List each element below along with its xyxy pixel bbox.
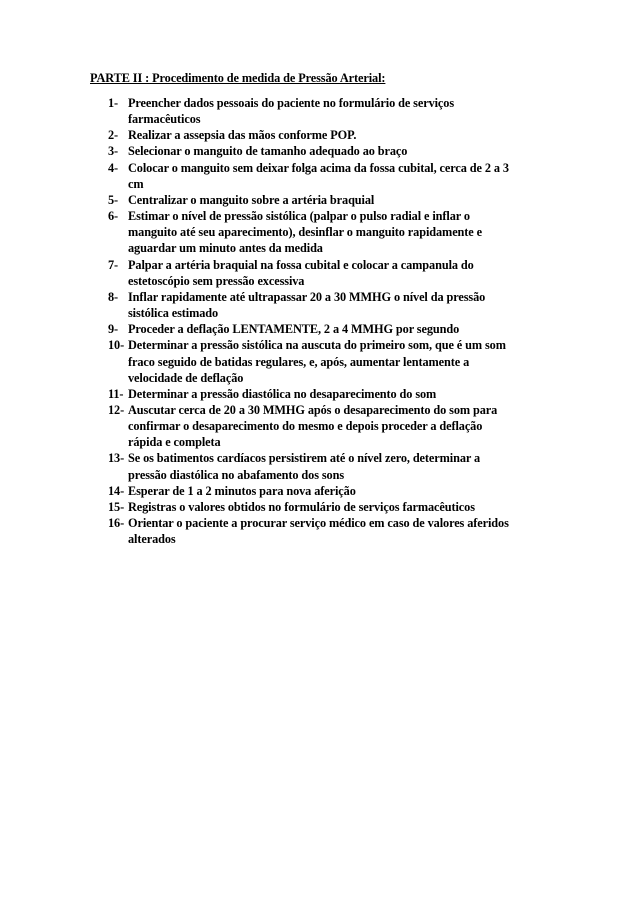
item-text-line: confirmar o desaparecimento do mesmo e depois proceder a deflação [128,419,483,434]
item-text-line: sistólica estimado [128,306,219,321]
item-text-line: Registras o valores obtidos no formulário de serviços farmacêuticos [128,499,475,514]
item-number: 8- [108,289,119,304]
item-text-line: estetoscópio sem pressão excessiva [128,273,305,288]
item-text-line: Preencher dados pessoais do paciente no formulário de serviços [128,96,455,110]
item-number: 14- [108,483,125,498]
item-text-line: Auscutar cerca de 20 a 30 MMHG após o desaparecimento do som para [128,402,498,417]
item-number: 10- [108,338,125,353]
item-number: 12- [108,402,125,417]
item-number: 2- [108,128,119,143]
item-number: 6- [108,209,119,224]
item-number: 7- [108,257,119,272]
item-number: 15- [108,499,125,514]
procedure-list [108,95,578,547]
list-item [108,321,578,337]
item-number: 16- [108,516,125,531]
item-text-line: Inflar rapidamente até ultrapassar 20 a 30 MMHG o nível da pressão [128,289,486,304]
item-text-line: Selecionar o manguito de tamanho adequado ao braço [128,144,408,159]
item-text-line: Determinar a pressão sistólica na auscuta do primeiro som, que é um som [128,338,506,353]
item-text-line: velocidade de deflação [128,370,244,385]
list-item [108,257,578,289]
list-item [108,143,578,159]
list-item [108,208,578,256]
item-text-line: manguito até seu aparecimento), desinflar o manguito rapidamente e [128,225,482,240]
item-text-line: Esperar de 1 a 2 minutos para nova aferição [128,483,356,498]
list-item [108,95,578,127]
item-text-line: Colocar o manguito sem deixar folga acima da fossa cubital, cerca de 2 a 3 [128,160,509,175]
item-text-line: Proceder a deflação LENTAMENTE, 2 a 4 MMHG por segundo [128,322,460,337]
item-text-line: alterados [128,532,176,547]
item-text-line: aguardar um minuto antes da medida [128,241,323,256]
list-item [108,450,578,482]
item-number: 5- [108,192,119,207]
item-text-line: Estimar o nível de pressão sistólica (palpar o pulso radial e inflar o [128,209,470,224]
list-item [108,160,578,192]
item-text-line: cm [128,176,144,191]
item-number: 4- [108,160,119,175]
item-text-line: Palpar a artéria braquial na fossa cubital e colocar a campanula do [128,257,474,272]
item-number: 3- [108,144,119,159]
list-item [108,499,578,515]
item-text-line: rápida e completa [128,435,221,450]
list-item [108,483,578,499]
item-text-line: Centralizar o manguito sobre a artéria braquial [128,192,375,207]
list-item [108,337,578,385]
list-item [108,192,578,208]
item-number: 11- [108,386,124,401]
list-item [108,127,578,143]
item-text-line: Determinar a pressão diastólica no desaparecimento do som [128,386,437,401]
section-heading: PARTE II : Procedimento de medida de Pressão Arterial: [90,71,386,85]
item-text-line: fraco seguido de batidas regulares, e, após, aumentar lentamente a [128,354,470,369]
list-item [108,402,578,450]
item-text-line: Se os batimentos cardíacos persistirem até o nível zero, determinar a [128,451,481,466]
list-item [108,289,578,321]
item-number: 1- [108,96,119,110]
list-item [108,515,578,547]
list-item [108,386,578,402]
item-text-line: Realizar a assepsia das mãos conforme POP. [128,128,357,143]
item-text-line: farmacêuticos [128,112,201,127]
item-text-line: pressão diastólica no abafamento dos sons [128,467,345,482]
item-number: 13- [108,451,125,466]
item-text-line: Orientar o paciente a procurar serviço médico em caso de valores aferidos [128,516,509,531]
item-number: 9- [108,322,119,337]
